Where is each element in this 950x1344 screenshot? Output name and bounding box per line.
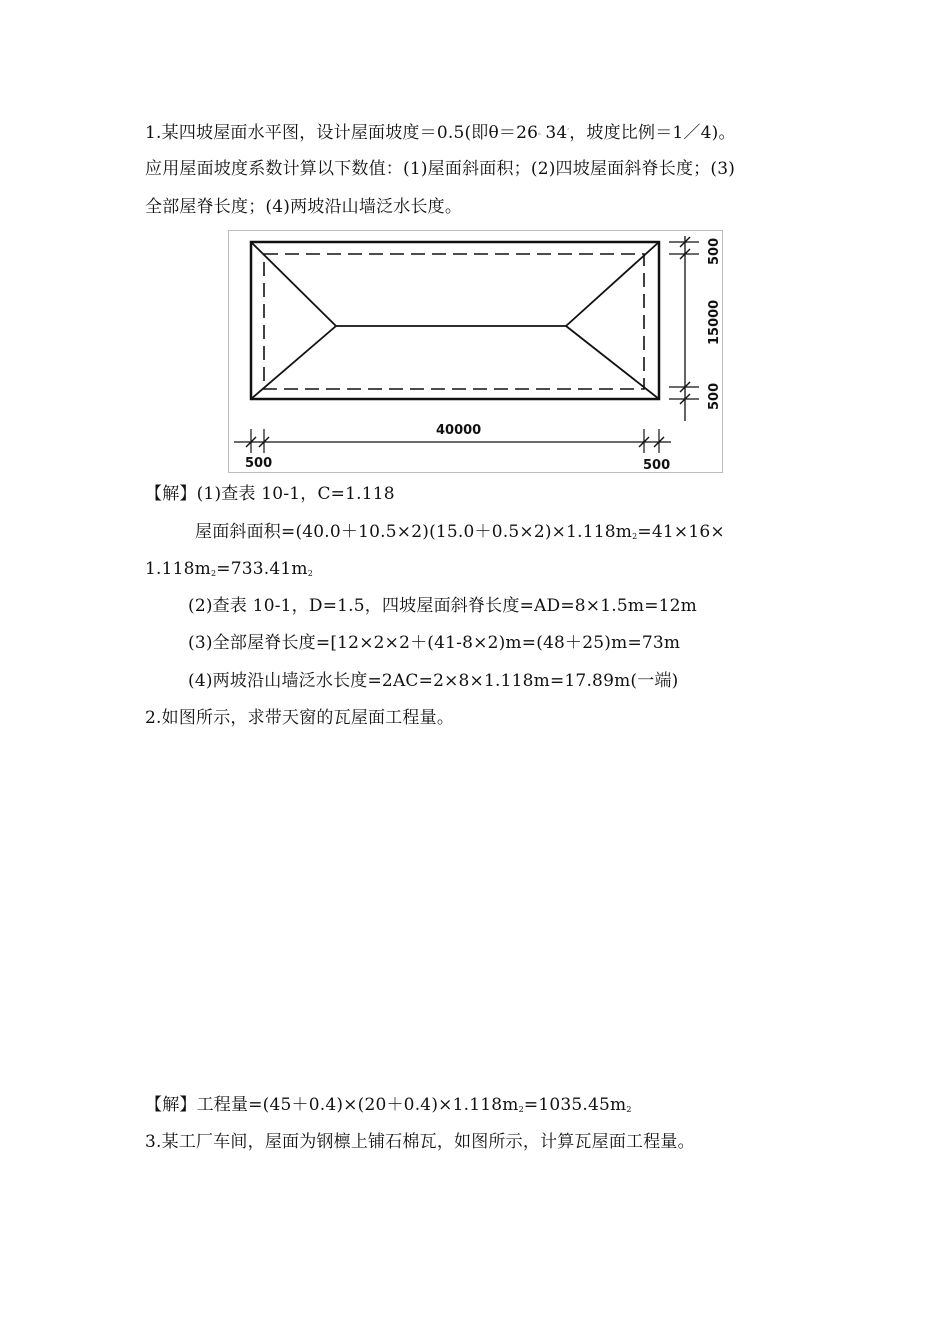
degree-mark: 。 [538, 128, 546, 136]
problem1-text-c: ，坡度比例＝1／4)。 [569, 123, 736, 143]
problem2-line1: 2.如图所示，求带天窗的瓦屋面工程量。 [145, 708, 455, 728]
roof-outline [251, 242, 659, 399]
solution1-line4: (2)查表 10-1，D=1.5，四坡屋面斜脊长度=AD=8×1.5m=12m [188, 596, 697, 616]
roof-plan-figure [228, 230, 723, 473]
problem3-line1: 3.某工厂车间，屋面为钢檩上铺石棉瓦，如图所示，计算瓦屋面工程量。 [145, 1132, 695, 1152]
roof-plan-drawing [229, 231, 724, 474]
problem1-line1 [145, 121, 736, 144]
problem1-text-a: 1.某四坡屋面水平图，设计屋面坡度＝0.5(即θ＝26 [145, 123, 539, 143]
solution1-line5: (3)全部屋脊长度=[12×2×2＋(41-8×2)m=(48＋25)m=73m [188, 633, 681, 653]
solution1-line6: (4)两坡沿山墙泛水长度=2AC=2×8×1.118m=17.89m(一端) [188, 671, 679, 691]
solution1-line2: 屋面斜面积$=(40.0+10.5\times 2)(15.0+0.5\times 2)\times 1.118m_2=41\times 16\times$ [195, 522, 725, 542]
minute-mark: ′ [567, 128, 570, 136]
problem1-text-b: 34 [545, 123, 568, 143]
dim-width-label: 15000 [707, 299, 722, 345]
solution2-line1: 【解】工程量$=(45+0.4)\times(20+0.4)\times 1.118m_2=1035.45m_2$ [145, 1095, 632, 1115]
solution1-line3: $1.118m_2=733.41m_2$ [145, 559, 314, 579]
wall-dashed-outline [264, 254, 644, 389]
solution1-line1: 【解】(1)查表 10-1，C=1.118 [145, 484, 395, 504]
dim-length-label: 40000 [436, 423, 482, 438]
dim-left-offset-label: 500 [245, 456, 273, 471]
problem1-line2: 应用屋面坡度系数计算以下数值：(1)屋面斜面积；(2)四坡屋面斜脊长度；(3) [145, 159, 736, 179]
dim-top-offset-label: 500 [707, 237, 722, 265]
hip-line-bottom-right [566, 326, 659, 399]
dim-right-offset-label: 500 [643, 458, 671, 473]
problem1-line3: 全部屋脊长度；(4)两坡沿山墙泛水长度。 [145, 197, 463, 217]
dim-bottom-offset-label: 500 [707, 382, 722, 410]
